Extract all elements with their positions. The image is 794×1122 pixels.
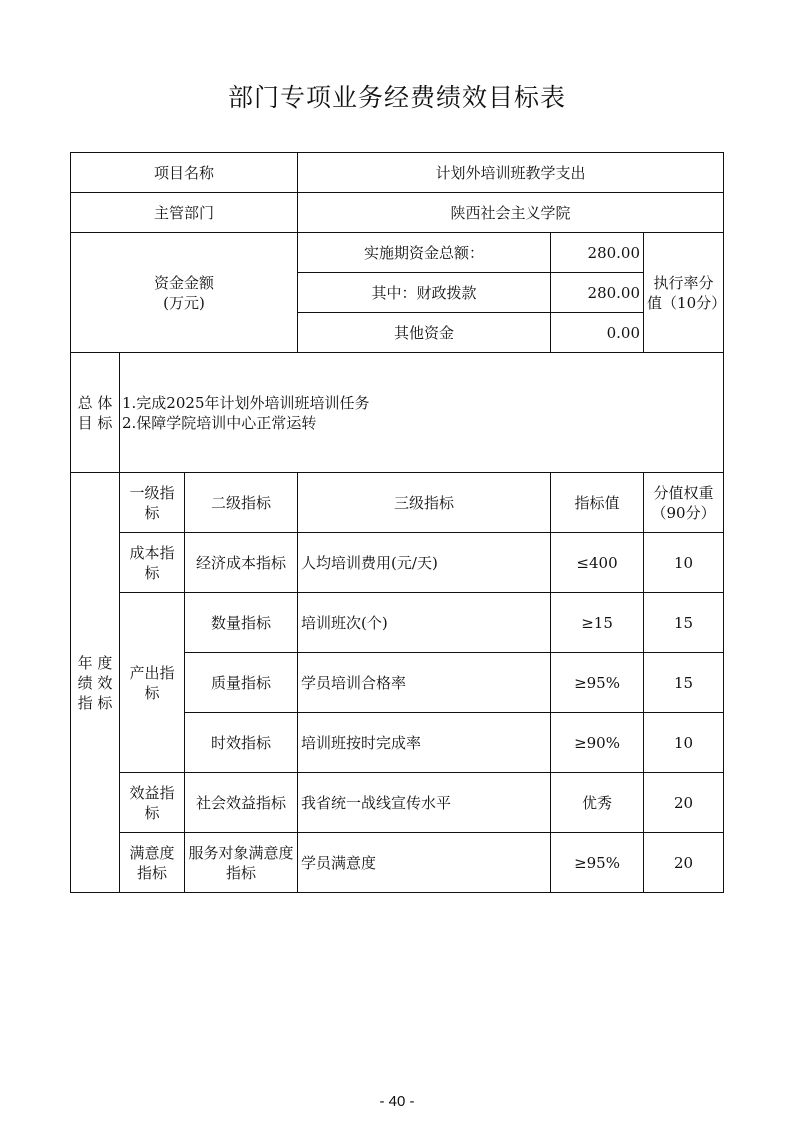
- row-weight: 20: [644, 833, 724, 893]
- row-l2: 时效指标: [185, 713, 298, 773]
- dept-value: 陕西社会主义学院: [298, 193, 724, 233]
- row-l2: 质量指标: [185, 653, 298, 713]
- funds-fiscal-label: 其中：财政拨款: [298, 273, 551, 313]
- header-level3: 三级指标: [298, 473, 551, 533]
- header-value: 指标值: [551, 473, 644, 533]
- indicators-side-line1: 年 度: [77, 653, 113, 672]
- row-l2: 数量指标: [185, 593, 298, 653]
- row-l3: 培训班次(个): [298, 593, 551, 653]
- row-value: ≥95%: [551, 833, 644, 893]
- goals-content: [120, 353, 724, 473]
- row-value: ≤400: [551, 533, 644, 593]
- header-level1: 一级指标: [120, 473, 185, 533]
- header-level2: 二级指标: [185, 473, 298, 533]
- page-title: 部门专项业务经费绩效目标表: [227, 83, 566, 112]
- group-output: 产出指标: [120, 593, 185, 773]
- goals-label: [71, 353, 120, 473]
- goals-label-line1: 总 体: [77, 393, 113, 412]
- funds-other-label: 其他资金: [298, 313, 551, 353]
- project-value: 计划外培训班教学支出: [298, 153, 724, 193]
- indicator-header-row: [71, 473, 724, 533]
- goals-row: [71, 353, 724, 473]
- group-benefit: 效益指标: [120, 773, 185, 833]
- row-l3: 学员培训合格率: [298, 653, 551, 713]
- table-row: [71, 833, 724, 893]
- row-l3: 学员满意度: [298, 833, 551, 893]
- funds-label-line2: (万元): [163, 293, 205, 312]
- table-row: [71, 773, 724, 833]
- goals-label-line2: 目 标: [77, 413, 113, 432]
- funds-label-line1: 资金金额: [154, 273, 215, 292]
- row-l3: 人均培训费用(元/天): [298, 533, 551, 593]
- row-weight: 10: [644, 533, 724, 593]
- project-row: [71, 153, 724, 193]
- row-value: 优秀: [551, 773, 644, 833]
- performance-table: [70, 152, 727, 893]
- row-weight: 20: [644, 773, 724, 833]
- row-l2: 社会效益指标: [185, 773, 298, 833]
- row-value: ≥15: [551, 593, 644, 653]
- table-row: [71, 533, 724, 593]
- funds-fiscal-value: 280.00: [551, 273, 644, 313]
- dept-label: 主管部门: [71, 193, 298, 233]
- row-l3: 培训班按时完成率: [298, 713, 551, 773]
- header-weight: 分值权重（90分）: [644, 473, 724, 533]
- goal-line-1: 1.完成2025年计划外培训班培训任务: [122, 393, 370, 412]
- row-value: ≥90%: [551, 713, 644, 773]
- row-weight: 15: [644, 593, 724, 653]
- page-number: - 40 -: [379, 1093, 415, 1110]
- dept-row: [71, 193, 724, 233]
- indicators-side-label: [71, 473, 120, 893]
- row-value: ≥95%: [551, 653, 644, 713]
- exec-rate-cell: 执行率分值（10分）: [644, 233, 724, 353]
- funds-other-value: 0.00: [551, 313, 644, 353]
- row-weight: 15: [644, 653, 724, 713]
- funds-total-row: [71, 233, 724, 273]
- table-row: [71, 593, 724, 653]
- row-weight: 10: [644, 713, 724, 773]
- funds-total-label: 实施期资金总额：: [298, 233, 551, 273]
- funds-label: [71, 233, 298, 353]
- goal-line-2: 2.保障学院培训中心正常运转: [122, 413, 317, 432]
- group-cost: 成本指标: [120, 533, 185, 593]
- indicators-side-line2: 绩 效: [77, 673, 113, 692]
- row-l3: 我省统一战线宣传水平: [298, 773, 551, 833]
- row-l2: 经济成本指标: [185, 533, 298, 593]
- row-l2: 服务对象满意度指标: [185, 833, 298, 893]
- project-label: 项目名称: [71, 153, 298, 193]
- funds-total-value: 280.00: [551, 233, 644, 273]
- indicators-side-line3: 指 标: [77, 693, 113, 712]
- group-satisfaction: 满意度指标: [120, 833, 185, 893]
